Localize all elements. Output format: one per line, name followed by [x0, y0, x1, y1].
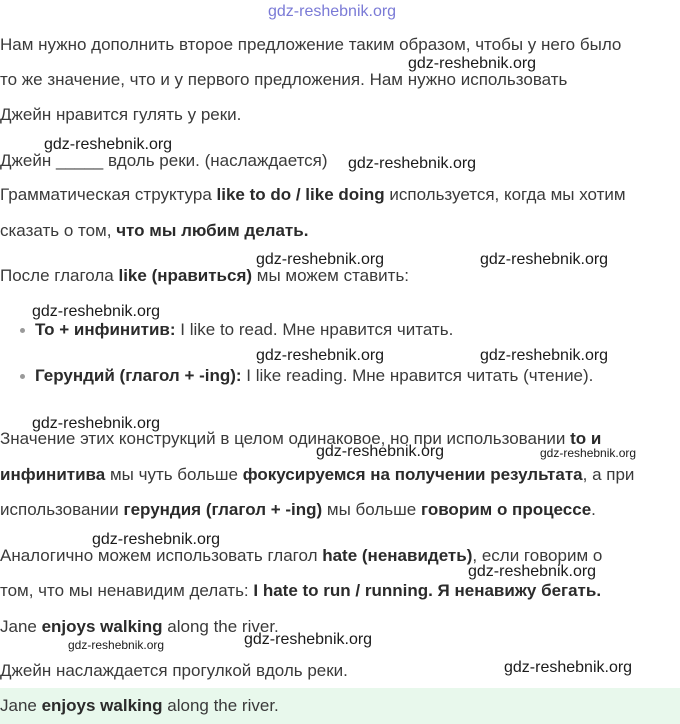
watermark: gdz-reshebnik.org — [316, 443, 445, 460]
watermark: gdz-reshebnik.org — [480, 251, 609, 268]
answer-box — [0, 688, 680, 724]
grammar-explanation-line-2: сказать о том, что мы любим делать. — [0, 221, 309, 240]
watermark: gdz-reshebnik.org — [540, 446, 637, 460]
meaning-line-2: инфинитива мы чуть больше фокусируемся на получении результата, а при — [0, 465, 635, 484]
source-sentence: Джейн нравится гулять у реки. — [0, 105, 242, 124]
watermark: gdz-reshebnik.org — [256, 347, 385, 364]
hate-line-2: том, что мы ненавидим делать: I hate to run / running. Я ненавижу бегать. — [0, 581, 602, 600]
watermark: gdz-reshebnik.org — [32, 303, 161, 320]
bullet-dot — [20, 374, 25, 379]
example-russian: Джейн наслаждается прогулкой вдоль реки. — [0, 661, 348, 680]
list-item-infinitive: To + инфинитив: I like to read. Мне нравится читать. — [35, 320, 454, 339]
header-watermark: gdz-reshebnik.org — [268, 3, 397, 20]
watermark: gdz-reshebnik.org — [256, 251, 385, 268]
example-english: Jane enjoys walking along the river. — [0, 617, 279, 636]
hate-line-1: Аналогично можем использовать глагол hate (ненавидеть), если говорим о — [0, 546, 603, 565]
watermark: gdz-reshebnik.org — [408, 55, 537, 72]
meaning-line-3: использовании герундия (глагол + -ing) мы больше говорим о процессе. — [0, 500, 596, 519]
meaning-line-1: Значение этих конструкций в целом одинаковое, но при использовании to и — [0, 429, 602, 448]
watermark: gdz-reshebnik.org — [480, 347, 609, 364]
intro-line-2: то же значение, что и у первого предложения. Нам нужно использовать — [0, 70, 568, 89]
watermark: gdz-reshebnik.org — [92, 531, 221, 548]
intro-line-1: Нам нужно дополнить второе предложение таким образом, чтобы у него было — [0, 35, 622, 54]
grammar-explanation-line-1: Грамматическая структура like to do / like doing используется, когда мы хотим — [0, 185, 626, 204]
watermark: gdz-reshebnik.org — [348, 155, 477, 172]
list-item-gerund: Герундий (глагол + -ing): I like reading. Мне нравится читать (чтение). — [35, 366, 594, 385]
after-like-line: После глагола like (нравиться) мы можем ставить: — [0, 266, 410, 285]
watermark: gdz-reshebnik.org — [244, 631, 373, 648]
watermark: gdz-reshebnik.org — [468, 563, 597, 580]
watermark: gdz-reshebnik.org — [32, 415, 161, 432]
watermark: gdz-reshebnik.org — [68, 638, 165, 652]
answer-sentence: Jane enjoys walking along the river. — [0, 696, 279, 715]
target-sentence: Джейн _____ вдоль реки. (наслаждается) — [0, 151, 328, 170]
bullet-dot — [20, 328, 25, 333]
watermark: gdz-reshebnik.org — [504, 659, 633, 676]
watermark: gdz-reshebnik.org — [44, 136, 173, 153]
